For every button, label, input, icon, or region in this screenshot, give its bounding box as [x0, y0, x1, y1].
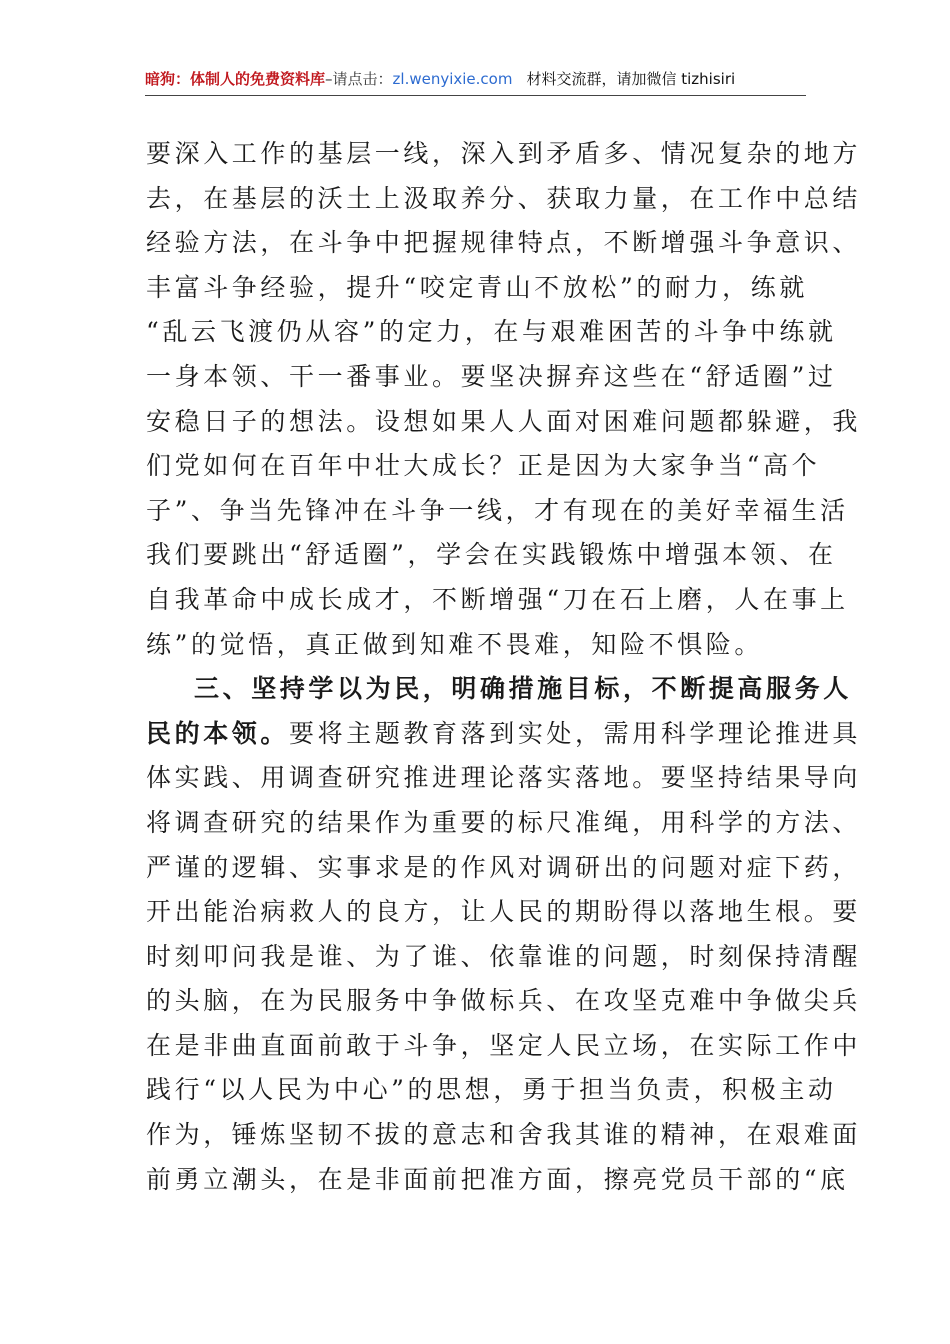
text-line: 将调查研究的结果作为重要的标尺准绳，用科学的方法、	[146, 807, 862, 837]
header-group-info: 材料交流群，请加微信 tizhisiri	[526, 70, 736, 88]
text-line: 的头脑，在为民服务中争做标兵、在攻坚克难中争做尖兵	[146, 986, 862, 1016]
text-line: 严谨的逻辑、实事求是的作风对调研出的问题对症下药，	[146, 852, 862, 882]
text-line	[146, 712, 862, 757]
text-line: 们党如何在百年中壮大成长？正是因为大家争当“高个	[146, 451, 821, 481]
text-line: 要深入工作的基层一线，深入到矛盾多、情况复杂的地方	[146, 139, 862, 168]
text-line: 作为，锤炼坚韧不拔的意志和舍我其谁的精神，在艰难面	[146, 1120, 862, 1150]
text-line: 践行“以人民为中心”的思想，勇于担当负责，积极主动	[146, 1075, 837, 1105]
text-line: 丰富斗争经验，提升“咬定青山不放松”的耐力，练就	[146, 272, 808, 302]
text-line: 一身本领、干一番事业。要坚决摒弃这些在“舒适圈”过	[146, 361, 837, 391]
text-line: “乱云飞渡仍从容”的定力，在与艰难困苦的斗争中练就	[146, 317, 837, 347]
text-line: 前勇立潮头，在是非面前把准方面，擦亮党员干部的“底	[146, 1164, 849, 1194]
text-line: 去，在基层的沃土上汲取养分、获取力量，在工作中总结	[146, 183, 862, 213]
text-line: 在是非曲直面前敢于斗争，坚定人民立场，在实际工作中	[146, 1030, 862, 1060]
text-line: 我们要跳出“舒适圈”，学会在实践锻炼中增强本领、在	[146, 540, 837, 570]
text-line: 安稳日子的想法。设想如果人人面对困难问题都躲避，我	[146, 406, 862, 436]
text-line: 练”的觉悟，真正做到知难不畏难，知险不惧险。	[146, 629, 763, 659]
text-line: 自我革命中成长成才，不断增强“刀在石上磨，人在事上	[146, 584, 849, 614]
header-divider	[145, 95, 806, 96]
page-header	[145, 62, 805, 96]
text-line: 体实践、用调查研究推进理论落实落地。要坚持结果导向	[146, 763, 862, 793]
text-line: 开出能治病救人的良方，让人民的期盼得以落地生根。要	[146, 897, 862, 927]
text-line: 子”、争当先锋冲在斗争一线，才有现在的美好幸福生活	[146, 495, 849, 525]
header-url-link[interactable]: zl.wenyixie.com	[392, 70, 513, 88]
section-heading-end: 民的本领。	[146, 718, 290, 748]
header-brand: 暗狗：体制人的免费资料库	[145, 70, 326, 88]
document-body	[146, 132, 862, 1202]
text-line-rest: 要将主题教育落到实处，需用科学理论推进具	[289, 718, 862, 748]
text-line: 时刻叩问我是谁、为了谁、依靠谁的问题，时刻保持清醒	[146, 941, 862, 971]
text-line: 经验方法，在斗争中把握规律特点，不断增强斗争意识、	[146, 228, 862, 258]
header-link-prefix: –请点击：	[325, 70, 393, 88]
section-heading: 三、坚持学以为民，明确措施目标，不断提高服务人	[194, 674, 852, 704]
